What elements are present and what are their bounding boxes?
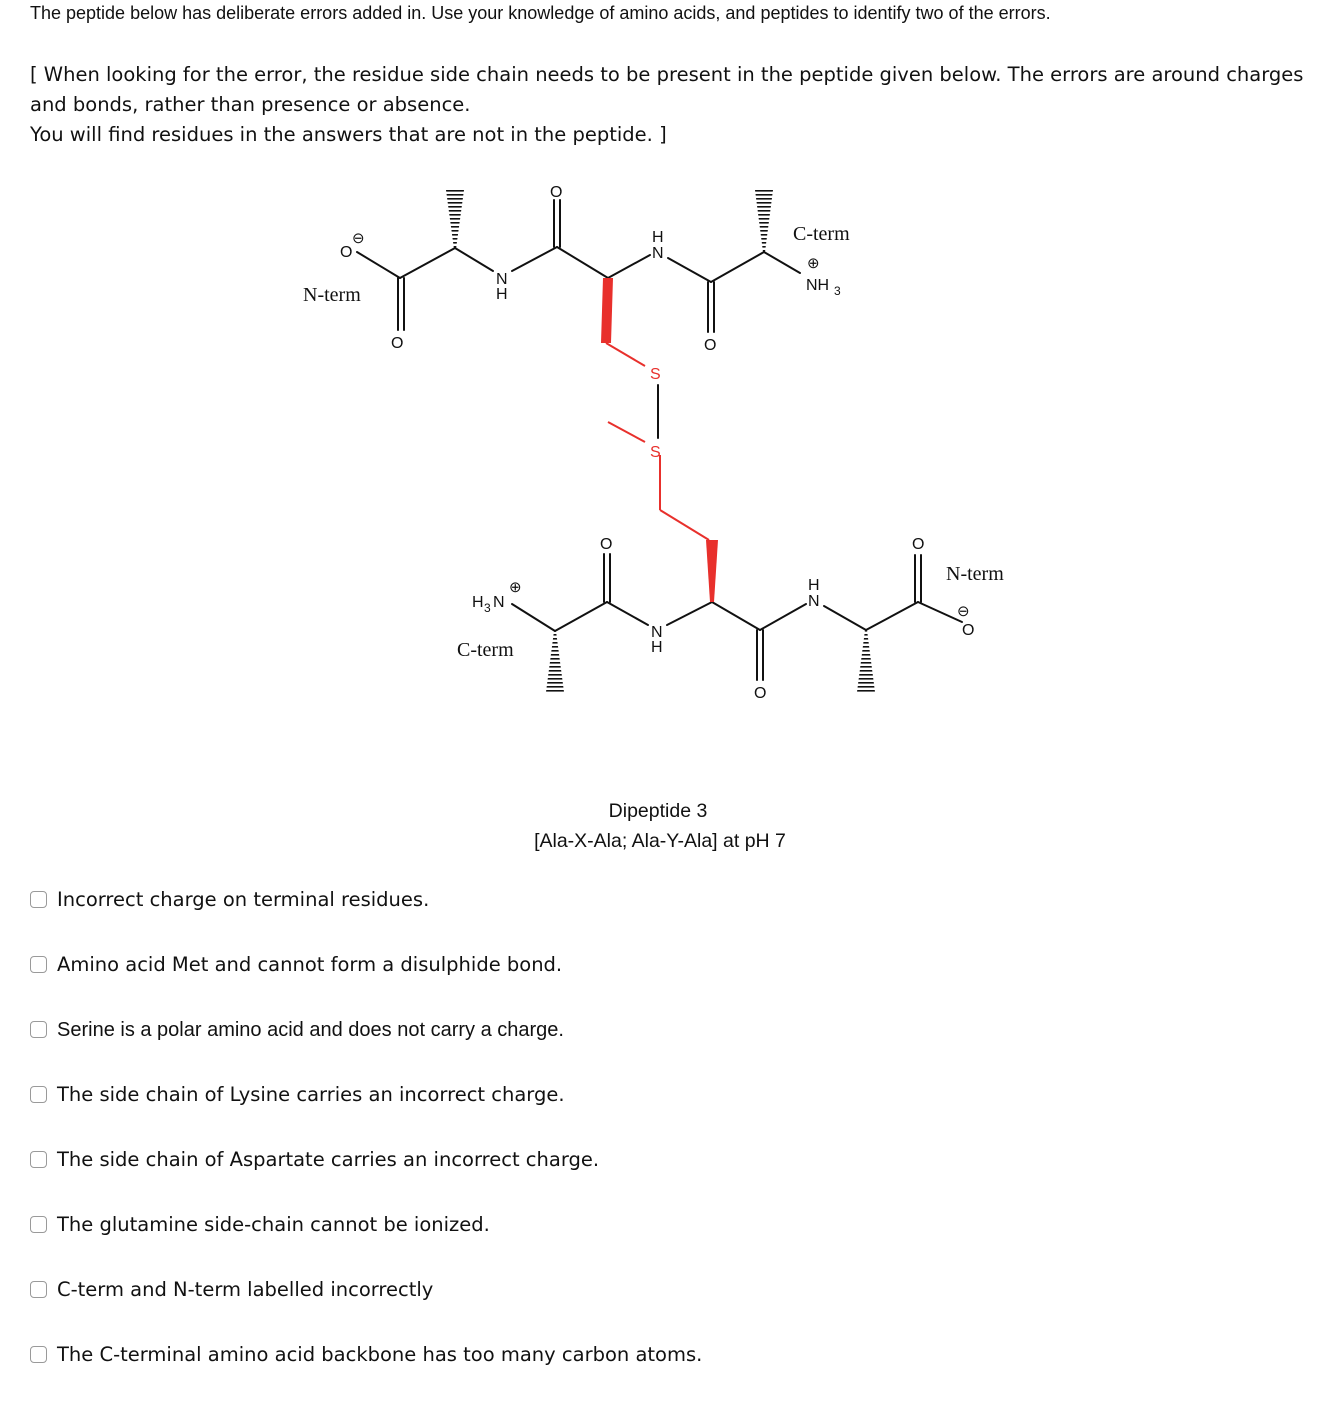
option-1-checkbox[interactable] (30, 956, 47, 973)
top-chain-bonds (357, 200, 800, 438)
peptide-structure-svg (0, 170, 1322, 870)
top-nh3: NH (806, 277, 830, 294)
answer-options (30, 885, 702, 1405)
figure-caption (534, 800, 786, 852)
option-2[interactable] (30, 1015, 702, 1080)
bottom-chain-bonds (512, 554, 962, 680)
option-2-label[interactable]: Serine is a polar amino acid and does not carry a charge. (57, 1019, 564, 1041)
bottom-chain-labels (457, 536, 1004, 702)
bottom-nh2-h: H (808, 577, 820, 594)
option-0-label[interactable]: Incorrect charge on terminal residues. (57, 888, 430, 911)
bottom-h3n-n: N (493, 594, 505, 611)
top-o-carbonyl-3: O (704, 337, 717, 354)
top-o-minus-charge: ⊖ (352, 230, 365, 247)
bottom-o-minus: O (962, 622, 975, 639)
option-6-label[interactable]: C-term and N-term labelled incorrectly (57, 1278, 434, 1301)
bottom-cterm-label: C-term (457, 639, 514, 661)
question-note (30, 60, 1310, 150)
bottom-nh2-n: N (808, 593, 820, 610)
top-o-minus: O (340, 244, 353, 261)
option-6-checkbox[interactable] (30, 1281, 47, 1298)
option-3-label[interactable]: The side chain of Lysine carries an incorrect charge. (57, 1083, 565, 1106)
option-7[interactable] (30, 1340, 702, 1405)
top-sulfur-1: S (650, 366, 661, 383)
top-nh3-subscript: 3 (834, 284, 841, 298)
figure-caption-subtitle: [Ala-X-Ala; Ala-Y-Ala] at pH 7 (534, 830, 786, 852)
option-0[interactable] (30, 885, 702, 950)
top-cterm-label: C-term (793, 223, 850, 245)
figure-caption-title: Dipeptide 3 (608, 800, 708, 822)
option-2-checkbox[interactable] (30, 1021, 47, 1038)
top-nh1-n: N (496, 271, 508, 288)
option-4[interactable] (30, 1145, 702, 1210)
bottom-chain-hashed-wedges (546, 630, 875, 692)
bottom-o-carbonyl-3: O (912, 536, 925, 553)
bottom-o-carbonyl-2: O (754, 685, 767, 702)
option-4-label[interactable]: The side chain of Aspartate carries an incorrect charge. (57, 1148, 600, 1171)
option-3[interactable] (30, 1080, 702, 1145)
bottom-nh1-n: N (651, 624, 663, 641)
option-1[interactable] (30, 950, 702, 1015)
bottom-o-carbonyl-1: O (600, 536, 613, 553)
top-chain-side-chain (601, 278, 645, 442)
top-nh1-h: H (496, 286, 508, 303)
top-nh2-h: H (652, 229, 664, 246)
question-title: The peptide below has deliberate errors added in. Use your knowledge of amino acids, and peptides to identify two of the errors. (30, 3, 1051, 23)
top-nh3-charge: ⊕ (807, 255, 820, 272)
top-nterm-label: N-term (303, 284, 361, 306)
option-0-checkbox[interactable] (30, 891, 47, 908)
option-5-checkbox[interactable] (30, 1216, 47, 1233)
top-o-carbonyl-2: O (550, 184, 563, 201)
question-note-line-2: You will find residues in the answers that are not in the peptide. ] (30, 123, 667, 146)
option-4-checkbox[interactable] (30, 1151, 47, 1168)
bottom-h3n-subscript: 3 (484, 601, 491, 615)
top-sulfur-2: S (650, 444, 661, 461)
bottom-nterm-label: N-term (946, 563, 1004, 585)
option-7-checkbox[interactable] (30, 1346, 47, 1363)
bottom-o-minus-charge: ⊖ (957, 603, 970, 620)
top-nh2-n: N (652, 245, 664, 262)
bottom-h3n-h: H (472, 594, 484, 611)
top-chain-hashed-wedges (446, 190, 773, 252)
option-1-label[interactable]: Amino acid Met and cannot form a disulphide bond. (57, 953, 563, 976)
top-o-carbonyl-1: O (391, 335, 404, 352)
question-note-line-1: [ When looking for the error, the residue side chain needs to be present in the peptide given below. The errors are around charges and bonds, rather than presence or absence. (30, 63, 1304, 116)
option-5[interactable] (30, 1210, 702, 1275)
option-5-label[interactable]: The glutamine side-chain cannot be ionized. (57, 1213, 490, 1236)
option-6[interactable] (30, 1275, 702, 1340)
bottom-chain-side-chain (660, 455, 718, 602)
option-3-checkbox[interactable] (30, 1086, 47, 1103)
bottom-nh1-h: H (651, 639, 663, 656)
option-7-label[interactable]: The C-terminal amino acid backbone has too many carbon atoms. (57, 1343, 703, 1366)
bottom-h3n-charge: ⊕ (509, 579, 522, 596)
peptide-structure-figure (0, 170, 1322, 870)
